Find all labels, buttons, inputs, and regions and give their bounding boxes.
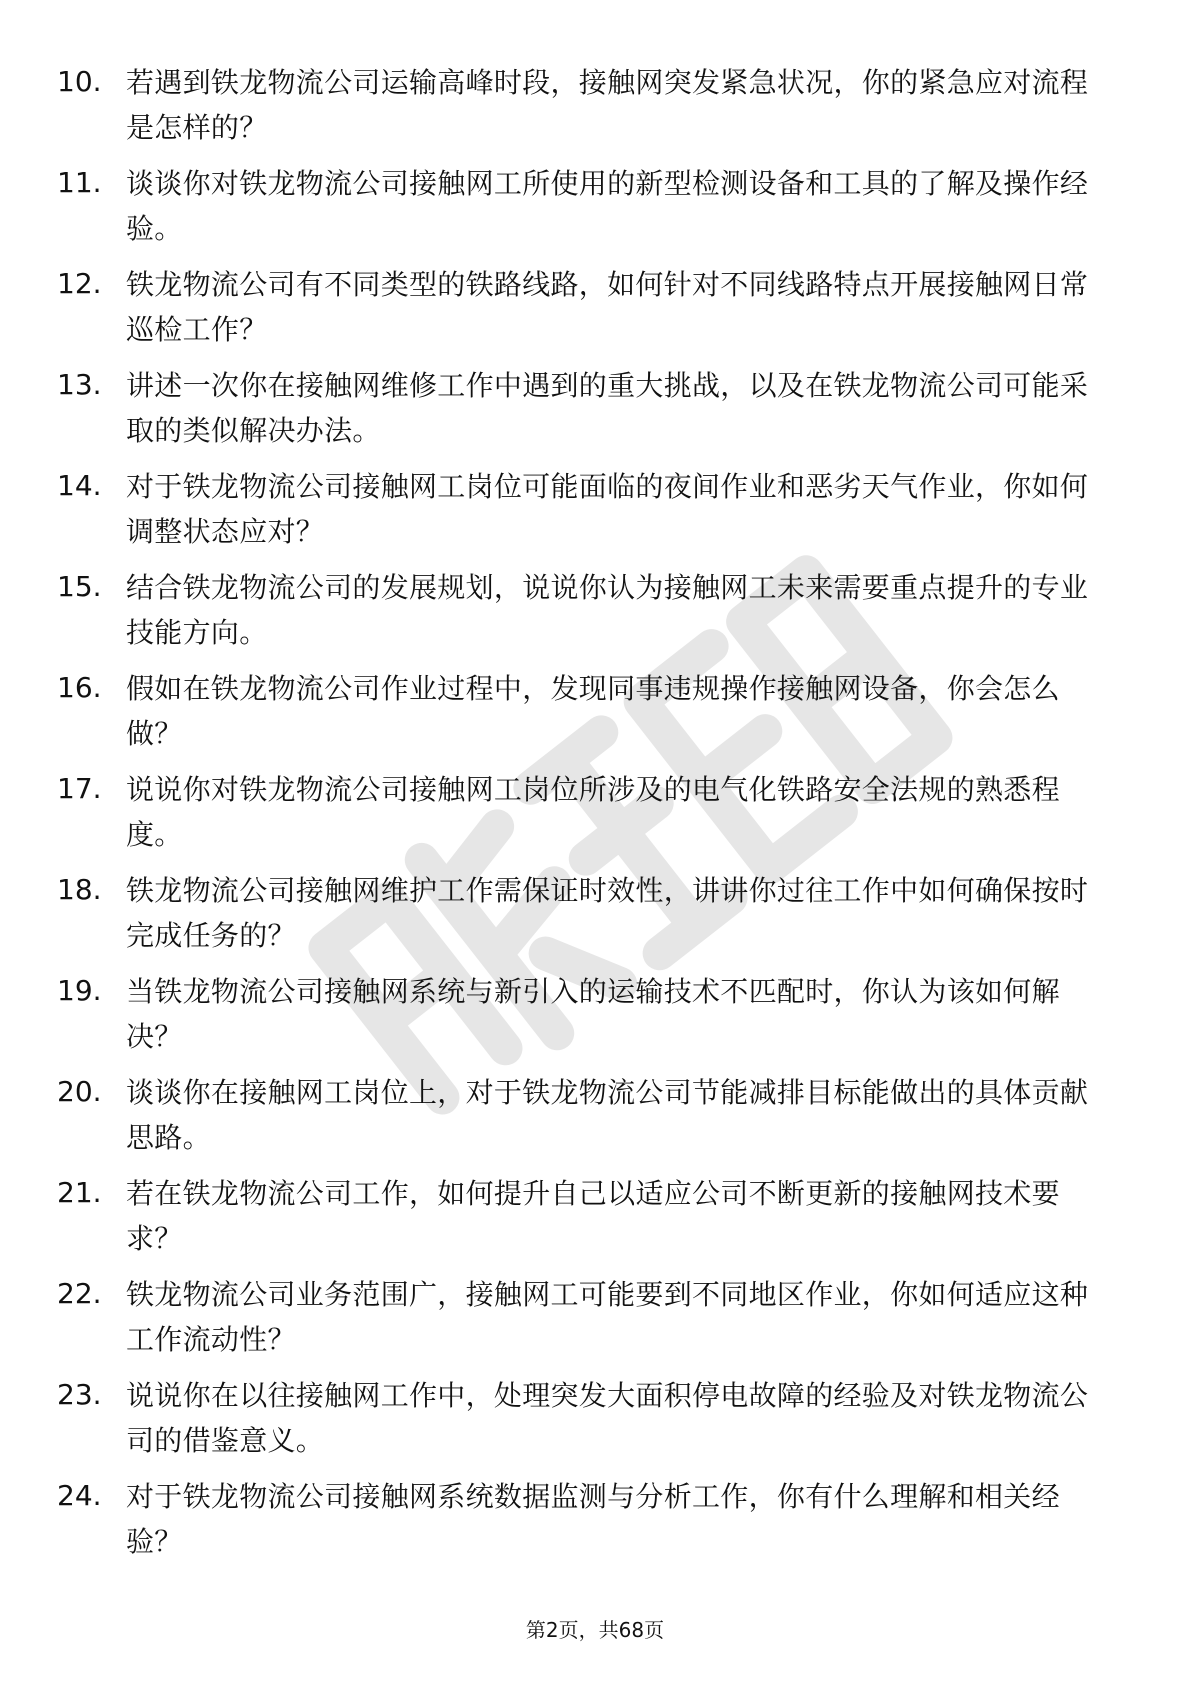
question-number: 18. [57,873,102,906]
question-number: 17. [57,772,102,805]
question-text: 若在铁龙物流公司工作，如何提升自己以适应公司不断更新的接触网技术要求？ [126,1177,1060,1255]
question-text: 说说你对铁龙物流公司接触网工岗位所涉及的电气化铁路安全法规的熟悉程度。 [126,773,1060,851]
page-number-footer: 第2页，共68页 [525,1618,665,1642]
question-text: 对于铁龙物流公司接触网工岗位可能面临的夜间作业和恶劣天气作业，你如何调整状态应对？ [126,470,1089,548]
list-item [0,351,1190,452]
question-number: 11. [57,166,102,199]
question-text: 铁龙物流公司业务范围广，接触网工可能要到不同地区作业，你如何适应这种工作流动性？ [126,1278,1089,1356]
list-item [0,654,1190,755]
question-text: 铁龙物流公司有不同类型的铁路线路，如何针对不同线路特点开展接触网日常巡检工作？ [126,268,1089,346]
list-item [0,553,1190,654]
question-number: 12. [57,267,102,300]
list-item [0,755,1190,856]
question-number: 14. [57,469,102,502]
list-item [0,957,1190,1058]
question-text: 若遇到铁龙物流公司运输高峰时段，接触网突发紧急状况，你的紧急应对流程是怎样的？ [126,66,1089,144]
list-item [0,1159,1190,1260]
list-item [0,452,1190,553]
list-item [0,149,1190,250]
question-text: 当铁龙物流公司接触网系统与新引入的运输技术不匹配时，你认为该如何解决？ [126,975,1060,1053]
question-number: 23. [57,1378,102,1411]
question-text: 铁龙物流公司接触网维护工作需保证时效性，讲讲你过往工作中如何确保按时完成任务的？ [126,874,1089,952]
list-item [0,856,1190,957]
question-text: 结合铁龙物流公司的发展规划，说说你认为接触网工未来需要重点提升的专业技能方向。 [126,571,1089,649]
question-text: 对于铁龙物流公司接触网系统数据监测与分析工作，你有什么理解和相关经验？ [126,1480,1060,1558]
question-text: 谈谈你在接触网工岗位上，对于铁龙物流公司节能减排目标能做出的具体贡献思路。 [126,1076,1089,1154]
question-number: 15. [57,570,102,603]
question-text: 讲述一次你在接触网维修工作中遇到的重大挑战，以及在铁龙物流公司可能采取的类似解决办法。 [126,369,1089,447]
question-list [0,48,1190,1563]
list-item [0,48,1190,149]
list-item [0,1058,1190,1159]
list-item [0,250,1190,351]
question-text: 假如在铁龙物流公司作业过程中，发现同事违规操作接触网设备，你会怎么做？ [126,672,1060,750]
question-number: 13. [57,368,102,401]
list-item [0,1260,1190,1361]
question-number: 20. [57,1075,102,1108]
question-text: 谈谈你对铁龙物流公司接触网工所使用的新型检测设备和工具的了解及操作经验。 [126,167,1089,245]
question-text: 说说你在以往接触网工作中，处理突发大面积停电故障的经验及对铁龙物流公司的借鉴意义。 [126,1379,1089,1457]
question-number: 10. [57,65,102,98]
question-number: 21. [57,1176,102,1209]
question-number: 24. [57,1479,102,1512]
question-number: 16. [57,671,102,704]
list-item [0,1361,1190,1462]
list-item [0,1462,1190,1563]
question-number: 22. [57,1277,102,1310]
question-number: 19. [57,974,102,1007]
